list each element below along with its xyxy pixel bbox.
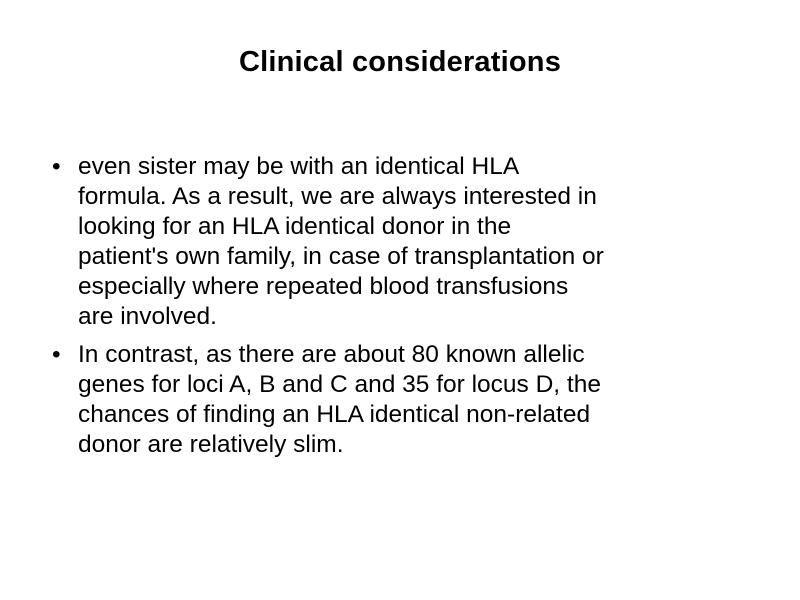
bullet-2-line-1: In contrast, as there are about 80 known allelic	[78, 341, 585, 368]
bullet-1-line-1: even sister may be with an identical HLA	[78, 153, 520, 180]
bullet-2-line-2: genes for loci A, B and C and 35 for locus D, the	[78, 371, 601, 398]
bullet-marker: •	[52, 153, 61, 180]
bullet-list	[52, 152, 752, 468]
bullet-1-line-6: are involved.	[78, 303, 217, 330]
bullet-1-line-3: looking for an HLA identical donor in the	[78, 213, 512, 240]
bullet-item-2	[52, 340, 752, 460]
bullet-1-line-2: formula. As a result, we are always interested in	[78, 183, 597, 210]
bullet-1-line-4: patient's own family, in case of transplantation or	[78, 243, 604, 270]
slide-title: Clinical considerations	[238, 46, 562, 78]
bullet-2-line-3: chances of finding an HLA identical non-related	[78, 401, 591, 428]
bullet-marker: •	[52, 341, 61, 368]
bullet-1-line-5: especially where repeated blood transfusions	[78, 273, 569, 300]
bullet-item-1	[52, 152, 752, 332]
bullet-2-line-4: donor are relatively slim.	[78, 431, 344, 458]
